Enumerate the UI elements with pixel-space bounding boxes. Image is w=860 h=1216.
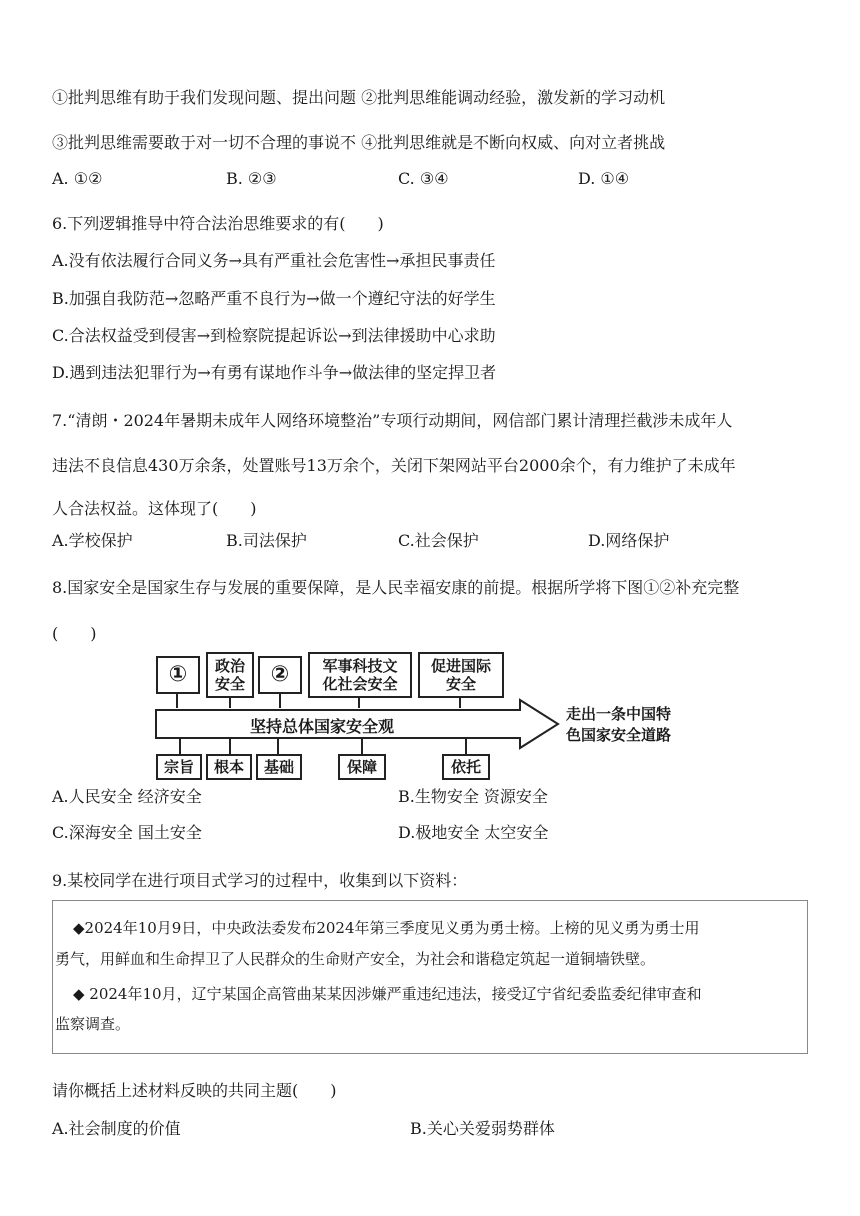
q9-option-a[interactable]: A.社会制度的价值 [52, 1119, 181, 1138]
q8-stem-line-2: ( ) [52, 624, 97, 643]
q6-option-a[interactable]: A.没有依法履行合同义务→具有严重社会危害性→承担民事责任 [52, 251, 496, 270]
blank-box-2: ② [258, 656, 302, 694]
q6-option-c[interactable]: C.合法权益受到侵害→到检察院提起诉讼→到法律援助中心求助 [52, 326, 496, 345]
basis-box: 基础 [256, 754, 302, 780]
guarantee-box: 保障 [338, 754, 386, 780]
military-tech-culture-society-security-box: 军事科技文 化社会安全 [308, 652, 412, 698]
material-box [52, 900, 808, 1054]
q7-option-b[interactable]: B.司法保护 [226, 531, 307, 550]
material-2-line-1: ◆ 2024年10月，辽宁某国企高管曲某某因涉嫌严重违纪违法，接受辽宁省纪委监委纪律审查和 [73, 985, 702, 1003]
q7-stem-line-2: 违法不良信息430万余条，处置账号13万余个，关闭下架网站平台2000余个，有力维护了未成年 [52, 456, 736, 475]
foundation-box: 根本 [206, 754, 252, 780]
q7-option-c[interactable]: C.社会保护 [398, 531, 479, 550]
q7-option-d[interactable]: D.网络保护 [588, 531, 670, 550]
material-1-line-1: ◆2024年10月9日，中央政法委发布2024年第三季度见义勇为勇士榜。上榜的见义勇为勇士用 [73, 919, 700, 937]
purpose-box: 宗旨 [156, 754, 202, 780]
national-security-diagram [150, 646, 720, 782]
q9-question: 请你概括上述材料反映的共同主题( ) [52, 1081, 337, 1100]
material-1-line-2: 勇气，用鲜血和生命捍卫了人民群众的生命财产安全，为社会和谐稳定筑起一道铜墙铁壁。 [55, 950, 656, 968]
q7-stem-line-1: 7.“清朗・2024年暑期未成年人网络环境整治”专项行动期间，网信部门累计清理拦截涉未成年人 [52, 411, 733, 430]
q5-option-d[interactable]: D. ①④ [578, 169, 630, 188]
q5-option-a[interactable]: A. ①② [52, 169, 103, 188]
q7-option-a[interactable]: A.学校保护 [52, 531, 133, 550]
q8-option-a[interactable]: A.人民安全 经济安全 [52, 787, 202, 806]
q5-statement-3-4: ③批判思维需要敢于对一切不合理的事说不 ④批判思维就是不断向权威、向对立者挑战 [52, 133, 666, 152]
reliance-box: 依托 [442, 754, 490, 780]
q6-question: 6.下列逻辑推导中符合法治思维要求的有( ) [52, 214, 384, 233]
q6-option-b[interactable]: B.加强自我防范→忽略严重不良行为→做一个遵纪守法的好学生 [52, 289, 496, 308]
q6-option-d[interactable]: D.遇到违法犯罪行为→有勇有谋地作斗争→做法律的坚定捍卫者 [52, 363, 497, 382]
material-2-line-2: 监察调查。 [55, 1015, 131, 1033]
q7-stem-line-3: 人合法权益。这体现了( ) [52, 499, 257, 518]
q8-option-b[interactable]: B.生物安全 资源安全 [398, 787, 548, 806]
q8-stem-line-1: 8.国家安全是国家生存与发展的重要保障，是人民幸福安康的前提。根据所学将下图①②补充完整 [52, 578, 740, 597]
political-security-box: 政治 安全 [206, 652, 254, 698]
q9-intro: 9.某校同学在进行项目式学习的过程中，收集到以下资料： [52, 871, 468, 890]
q8-option-c[interactable]: C.深海安全 国土安全 [52, 823, 202, 842]
q8-option-d[interactable]: D.极地安全 太空安全 [398, 823, 549, 842]
q9-option-b[interactable]: B.关心关爱弱势群体 [410, 1119, 555, 1138]
arrow-label: 坚持总体国家安全观 [250, 717, 395, 736]
international-security-box: 促进国际 安全 [418, 652, 504, 698]
q5-option-c[interactable]: C. ③④ [398, 169, 449, 188]
blank-box-1: ① [156, 656, 200, 694]
goal-text: 走出一条中国特 色国家安全道路 [566, 705, 672, 744]
q5-statement-1-2: ①批判思维有助于我们发现问题、提出问题 ②批判思维能调动经验，激发新的学习动机 [52, 88, 666, 107]
q5-option-b[interactable]: B. ②③ [226, 169, 277, 188]
